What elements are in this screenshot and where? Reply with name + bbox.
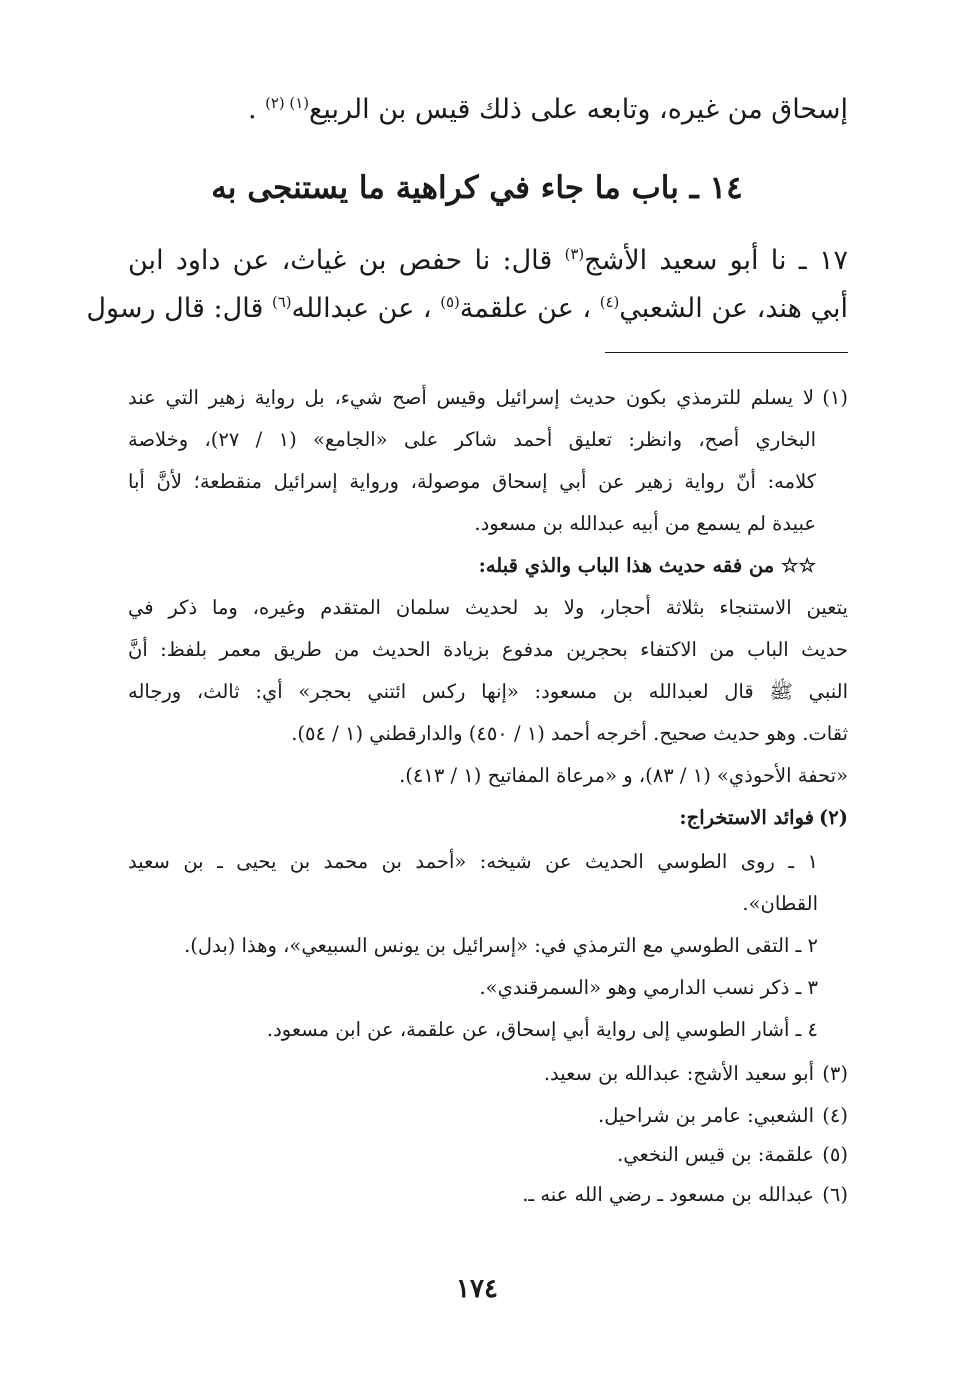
fiqh-line-4: ثقات. وهو حديث صحيح. أخرجه أحمد (١ / ٤٥٠) والدارقطني (١ / ٥٤).	[291, 722, 848, 745]
footnote-6-number: (٦)	[822, 1183, 848, 1206]
footnote-2-item-1-line-2: القطان».	[742, 892, 818, 915]
footnote-3	[128, 1062, 848, 1085]
footnote-ref-3: (٣)	[564, 245, 585, 263]
footnote-1-line-3: كلامه: أنّ رواية زهير عن أبي إسحاق موصولة، ورواية إسرائيل منقطعة؛ لأنَّ أبا	[128, 470, 816, 493]
fiqh-line-1: يتعين الاستنجاء بثلاثة أحجار، ولا بد لحديث سلمان المتقدم وغيره، وما ذكر في	[128, 596, 848, 619]
footnote-2-item-2: ٢ ـ التقى الطوسي مع الترمذي في: «إسرائيل بن يونس السبيعي»، وهذا (بدل).	[184, 934, 818, 957]
hadith-isnad-part: أبي هند، عن الشعبي	[619, 293, 848, 324]
footnote-ref-1-2: (١) (٢)	[265, 94, 309, 112]
main-text-end: .	[247, 94, 266, 125]
footnote-1-number: (١)	[822, 386, 848, 409]
page-number: ١٧٤	[456, 1274, 498, 1304]
footnote-1-line-2: البخاري أصح، وانظر: تعليق أحمد شاكر على «الجامع» (١ / ٢٧)، وخلاصة	[128, 428, 817, 451]
footnote-2-heading	[128, 806, 848, 829]
hadith-isnad-part: قال: قال رسول	[86, 293, 272, 324]
hadith-line-1	[128, 245, 848, 277]
main-text-line-1	[128, 94, 848, 126]
footnote-separator	[605, 352, 848, 353]
footnote-6-text: عبدالله بن مسعود ـ رضي الله عنه ـ.	[522, 1183, 814, 1206]
footnote-3-text: أبو سعيد الأشج: عبدالله بن سعيد.	[543, 1062, 814, 1085]
footnote-2-item-3: ٣ ـ ذكر نسب الدارمي وهو «السمرقندي».	[479, 976, 818, 999]
hadith-isnad-part: ، عن علقمة	[459, 293, 600, 324]
hadith-line-2	[86, 293, 848, 325]
footnote-4-number: (٤)	[822, 1104, 848, 1127]
footnote-5-number: (٥)	[822, 1143, 848, 1166]
hadith-isnad-start: ١٧ ـ نا أبو سعيد الأشج	[584, 245, 848, 276]
fiqh-heading: ☆☆ من فقه حديث هذا الباب والذي قبله:	[478, 554, 816, 577]
footnote-2-number: (٢)	[819, 806, 848, 829]
fiqh-line-3: النبي ﷺ قال لعبدالله بن مسعود: «إنها ركس ائتني بحجر» أي: ثالث، ورجاله	[128, 680, 848, 703]
footnote-1-line-4: عبيدة لم يسمع من أبيه عبدالله بن مسعود.	[474, 512, 816, 535]
hadith-isnad-part: قال: نا حفص بن غياث، عن داود ابن	[128, 245, 565, 276]
footnote-2-item-1-line-1: ١ ـ روى الطوسي الحديث عن شيخه: «أحمد بن محمد بن يحيى ـ بن سعيد	[128, 850, 818, 873]
footnote-5	[128, 1143, 848, 1166]
fiqh-line-2: حديث الباب من الاكتفاء بحجرين مدفوع بزيادة الحديث من طريق معمر بلفظ: أنَّ	[128, 638, 848, 661]
footnote-4-text: الشعبي: عامر بن شراحيل.	[598, 1104, 814, 1127]
footnote-4	[128, 1104, 848, 1127]
main-text-continuation: إسحاق من غيره، وتابعه على ذلك قيس بن الربيع	[309, 94, 848, 125]
fiqh-line-5: «تحفة الأحوذي» (١ / ٨٣)، و «مرعاة المفاتيح (١ / ٤١٣).	[399, 764, 848, 787]
footnote-2-item-4: ٤ ـ أشار الطوسي إلى رواية أبي إسحاق، عن علقمة، عن ابن مسعود.	[266, 1018, 818, 1041]
footnote-2-title: فوائد الاستخراج:	[679, 806, 814, 829]
footnote-ref-5: (٥)	[440, 293, 460, 311]
footnote-ref-6: (٦)	[271, 293, 292, 311]
footnote-ref-4: (٤)	[599, 293, 620, 311]
footnote-6	[128, 1183, 848, 1206]
footnote-5-text: علقمة: بن قيس النخعي.	[617, 1143, 814, 1166]
footnote-3-number: (٣)	[822, 1062, 848, 1085]
chapter-heading: ١٤ ـ باب ما جاء في كراهية ما يستنجى به	[211, 170, 743, 206]
footnote-1-text: لا يسلم للترمذي بكون حديث إسرائيل وقيس أصح شيء، بل رواية زهير التي عند	[128, 386, 814, 409]
footnote-1-line-1	[128, 386, 848, 409]
hadith-isnad-part: ، عن عبدالله	[291, 293, 441, 324]
